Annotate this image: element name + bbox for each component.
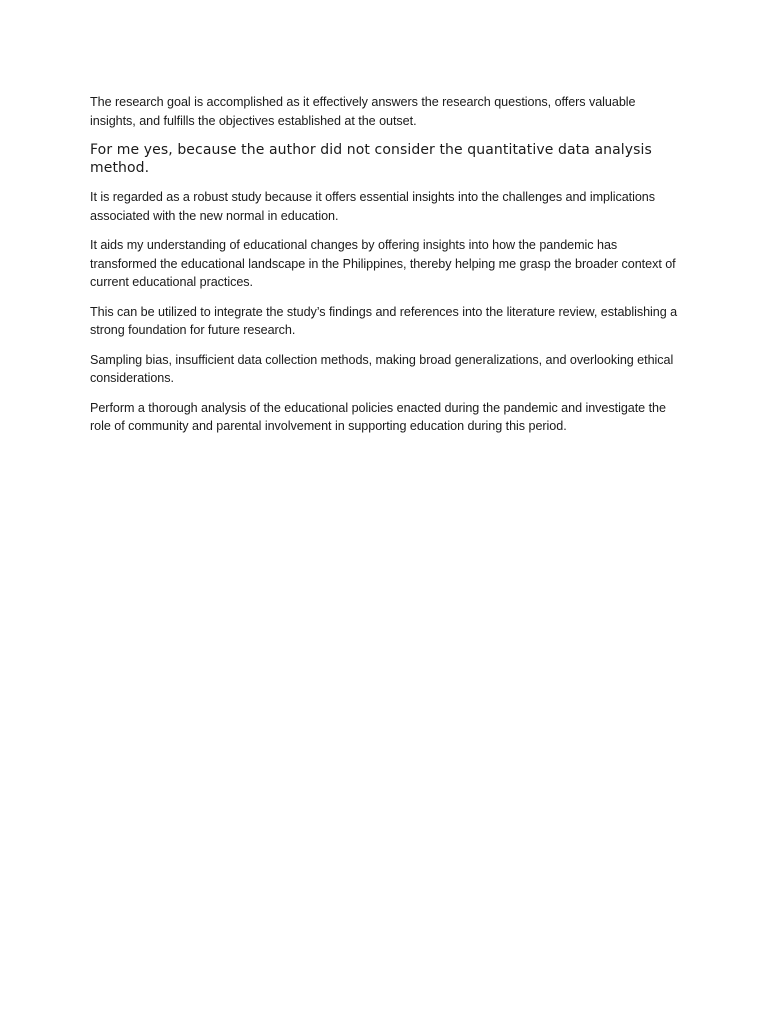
paragraph-understanding-changes: It aids my understanding of educational changes by offering insights into how the pandemic has transformed the educational landscape in the Philippines, thereby helping me grasp the broader context of current educational practices. [90, 238, 676, 289]
paragraph-limitations: Sampling bias, insufficient data collection methods, making broad generalizations, and overlooking ethical considerations. [90, 352, 674, 385]
paragraph-quantitative-method: For me yes, because the author did not consider the quantitative data analysis method. [90, 142, 652, 176]
paragraph-research-goal: The research goal is accomplished as it effectively answers the research questions, offers valuable insights, and fulfills the objectives established at the outset. [90, 95, 636, 128]
paragraph-literature-review: This can be utilized to integrate the study’s findings and references into the literature review, establishing a strong foundation for future research. [90, 304, 678, 337]
paragraph-recommendations: Perform a thorough analysis of the educational policies enacted during the pandemic and investigate the role of community and parental involvement in supporting education during this period. [90, 400, 666, 433]
document-body [90, 93, 682, 447]
paragraph-robust-study: It is regarded as a robust study because it offers essential insights into the challenges and implications associated with the new normal in education. [90, 190, 656, 223]
